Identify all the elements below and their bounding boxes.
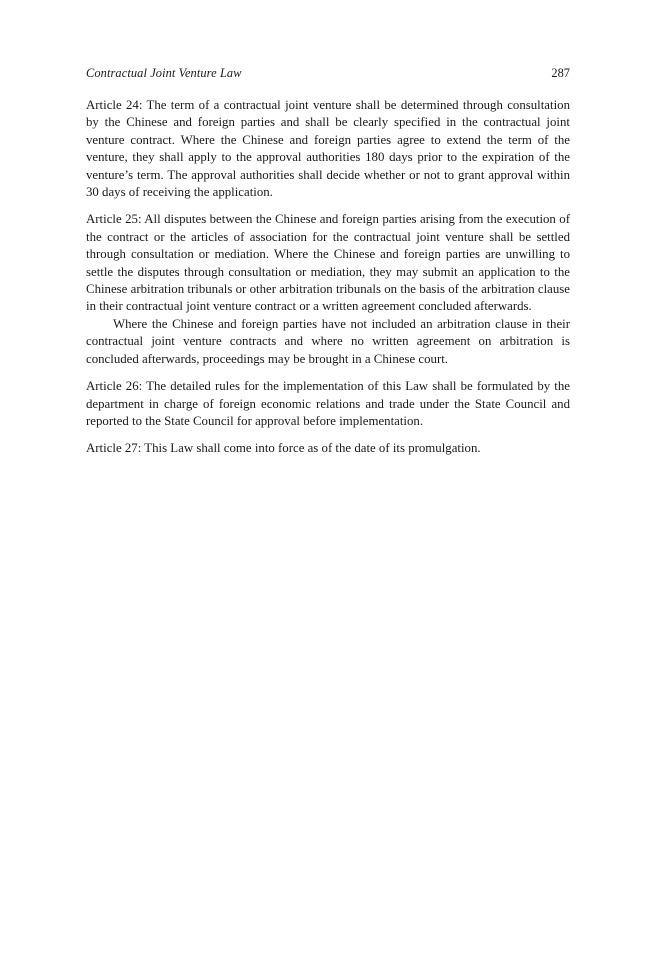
body-text [86,97,570,468]
article-26: Article 26: The detailed rules for the implementation of this Law shall be formulated by the department in charge of foreign economic relations and trade under the State Council and reported to the State Council for approval before implementation. [86,379,570,428]
running-head [86,63,570,83]
article-25: Article 25: All disputes between the Chinese and foreign parties arising from the execution of the contract or the articles of association for the contractual joint venture shall be settled through consultation or mediation. Where the Chinese and foreign parties are unwilling to settle the disputes through consultation or mediation, they may submit an application to the Chinese arbitration tribunals or other arbitration tribunals on the basis of the arbitration clause in their contractual joint venture contract or a written agreement concluded afterwards. [86,212,570,314]
article-27: Article 27: This Law shall come into force as of the date of its promulgation. [86,441,481,456]
page-number: 287 [551,66,570,80]
running-title: Contractual Joint Venture Law [86,66,242,80]
article-24: Article 24: The term of a contractual joint venture shall be determined through consultation by the Chinese and foreign parties and shall be clearly specified in the contractual joint venture contract. Where the Chinese and foreign parties agree to extend the term of the venture, they shall apply to the approval authorities 180 days prior to the expiration of the venture’s term. The approval authorities shall decide whether or not to grant approval within 30 days of receiving the application. [86,98,570,200]
article-25-continuation: Where the Chinese and foreign parties have not included an arbitration clause in their contractual joint venture contracts and where no written agreement on arbitration is concluded afterwards, proceedings may be brought in a Chinese court. [86,316,570,366]
